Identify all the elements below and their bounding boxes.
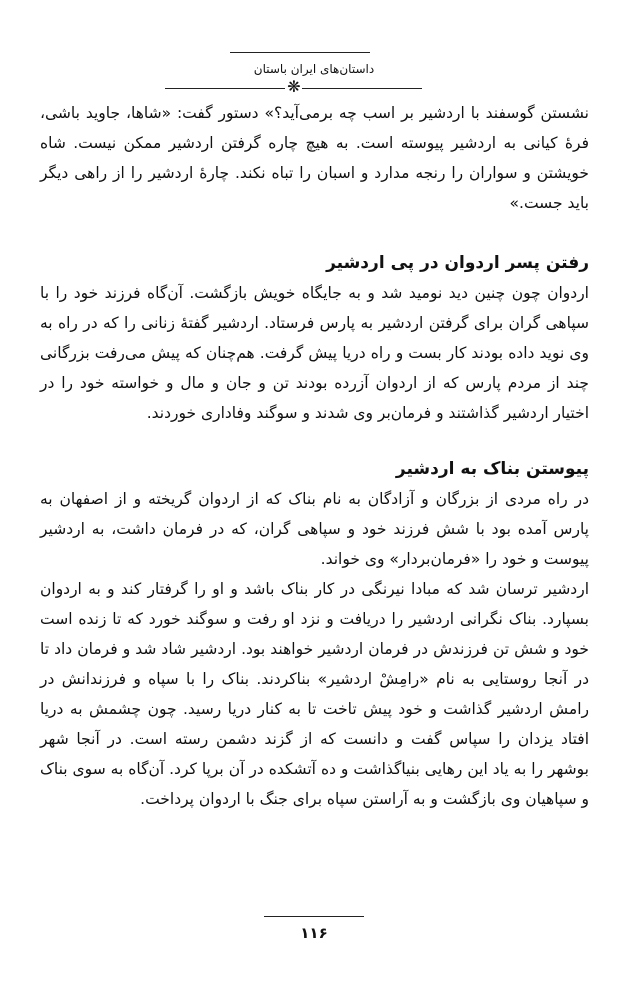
ornament-icon: ❋ (287, 77, 301, 96)
running-header (0, 44, 628, 100)
page-number: ۱۱۶ (300, 924, 328, 942)
header-rule-right (302, 88, 422, 89)
footer-rule (264, 916, 364, 917)
page-content (40, 98, 589, 814)
section-heading-2: پیوستن بناک به اردشیر (395, 459, 589, 479)
intro-paragraph: نشستن گوسفند با اردشیر بر اسب چه برمی‌آید؟» دستور گفت: «شاها، جاوید باشی، فرهٔ کیانی به اردشیر پیوسته است. به هیچ چاره گرفتن اردشیر ممکن نیست. شاه خویشتن و سواران را رنجه مدارد و اسبان را تباه نکند. چارهٔ اردشیر را از راهی دیگر باید جست.» (40, 104, 589, 212)
section-gap (40, 428, 589, 454)
book-title: داستان‌های ایران باستان (253, 62, 375, 76)
section-gap (40, 218, 589, 248)
section-heading-1: رفتن پسر اردوان در پی اردشیر (326, 253, 589, 273)
header-top-rule (230, 52, 370, 53)
section2-paragraph-2: اردشیر ترسان شد که مبادا نیرنگی در کار بناک باشد و او را گرفتار کند و به اردوان بسپارد. بناک نگرانی اردشیر را دریافت و نزد او رفت و سوگند خورد که تا زنده است خود و شش تن فرزندش در فرمان اردشیر خواهند بود. اردشیر شاد شد و فرمان داد تا در آنجا روستایی به نام «رامِشْ اردشیر» بناکردند. بناک را با سپاه و فرزندانش در رامش اردشیر گذاشت و خود پیش تاخت تا به کنار دریا رسید. چون چشمش به دریا افتاد یزدان را سپاس گفت و دانست که از گزند دشمن رسته است. در آنجا شهر بوشهر را به یاد این رهایی بنیاگذاشت و ده آتشکده در آن برپا کرد. آن‌گاه به سوی بناک و سپاهیان وی بازگشت و به آراستن سپاه برای جنگ با اردوان پرداخت. (40, 580, 589, 808)
header-rule-left (165, 88, 285, 89)
section1-paragraph: اردوان چون چنین دید نومید شد و به جایگاه خویش بازگشت. آن‌گاه فرزند خود را با سپاهی گران برای گرفتن اردشیر به پارس فرستاد. اردشیر گفتهٔ زنانی را که در راه به وی نوید داده بودند کار بست و راه دریا پیش گرفت. هم‌چنان که پیش می‌رفت بزرگانی چند از مردم پارس که از اردوان آزرده بودند تن و جان و مال و خواسته خود را در اختیار اردشیر گذاشتند و فرمان‌بر وی شدند و سوگند وفاداری خوردند. (40, 284, 589, 422)
section2-paragraph-1: در راه مردی از بزرگان و آزادگان به نام بناک که از اردوان گریخته و از اصفهان به پارس آمده بود با شش فرزند خود و سپاهی گران، که در فرمان داشت، به اردشیر پیوست و خود را «فرمان‌بردار» وی خواند. (40, 490, 589, 568)
